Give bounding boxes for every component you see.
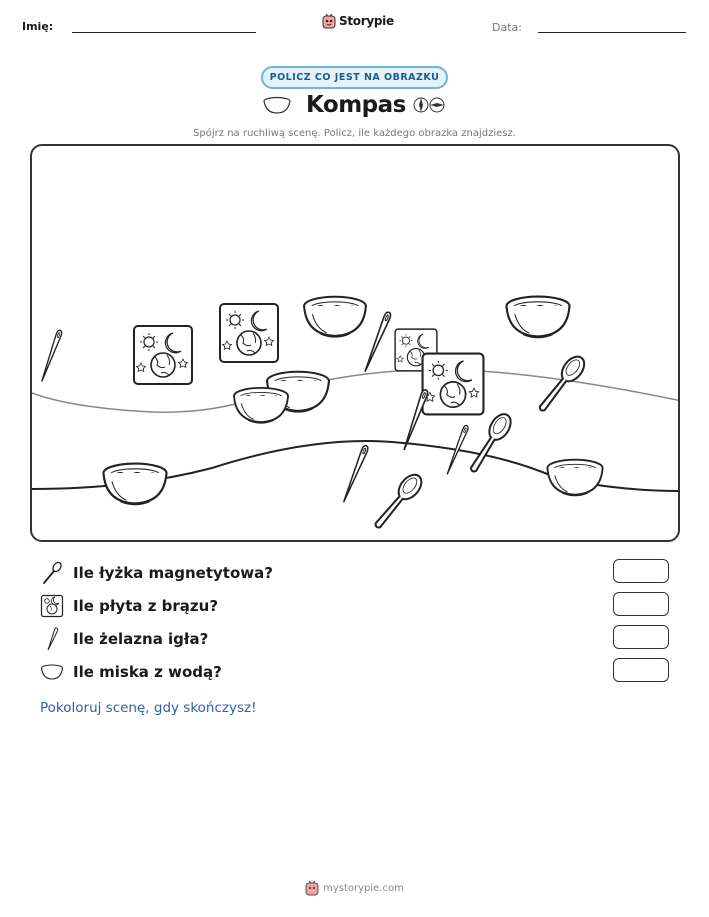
answer-box[interactable] — [613, 592, 669, 616]
bowl-icon — [104, 464, 167, 505]
counting-scene — [30, 144, 680, 542]
coloring-instruction: Pokoloruj scenę, gdy skończysz! — [40, 700, 257, 716]
spoon-icon — [534, 352, 589, 415]
bronze-plate-icon — [423, 354, 484, 415]
date-label: Data: — [492, 21, 522, 34]
needle-icon — [401, 389, 429, 451]
bronze-plate-icon — [220, 304, 278, 362]
question-text: Ile łyżka magnetytowa? — [73, 564, 273, 582]
needle-icon — [362, 311, 392, 373]
question-row — [40, 594, 218, 618]
spoon-icon — [465, 410, 515, 476]
activity-badge: POLICZ CO JEST NA OBRAZKU — [261, 66, 448, 89]
needle-icon — [40, 627, 64, 651]
spoon-icon — [40, 561, 64, 585]
needle-icon — [445, 425, 469, 476]
answer-box[interactable] — [613, 625, 669, 649]
question-text: Ile miska z wodą? — [73, 663, 222, 681]
question-text: Ile płyta z brązu? — [73, 597, 219, 615]
question-row — [40, 660, 222, 684]
name-field[interactable] — [72, 32, 256, 33]
footer-url: mystorypie.com — [323, 882, 404, 894]
spoon-icon — [370, 470, 426, 532]
bronze-plate-icon — [134, 326, 192, 384]
bronze-plate-icon — [40, 594, 64, 618]
answer-box[interactable] — [613, 658, 669, 682]
instructions: Spójrz na ruchliwą scenę. Policz, ile każdego obrazka znajdziesz. — [193, 128, 516, 139]
storypie-mascot-icon — [305, 880, 319, 896]
footer — [0, 880, 709, 896]
bowl-icon — [547, 460, 602, 496]
bowl-icon — [304, 297, 366, 337]
date-field[interactable] — [538, 32, 686, 33]
bowl-icon — [262, 96, 292, 116]
compass-rose-icon — [412, 96, 446, 114]
needle-icon — [39, 330, 62, 383]
brand-logo — [322, 13, 394, 29]
bowl-icon — [507, 297, 570, 338]
question-text: Ile żelazna igła? — [73, 630, 209, 648]
brand-name: Storypie — [339, 14, 394, 28]
needle-icon — [341, 445, 369, 504]
name-label: Imię: — [22, 20, 54, 33]
question-row — [40, 627, 208, 651]
page-title: Kompas — [306, 92, 406, 118]
answer-box[interactable] — [613, 559, 669, 583]
storypie-mascot-icon — [322, 13, 336, 29]
question-row — [40, 561, 273, 585]
bowl-icon — [234, 388, 288, 423]
bowl-icon — [40, 660, 64, 684]
